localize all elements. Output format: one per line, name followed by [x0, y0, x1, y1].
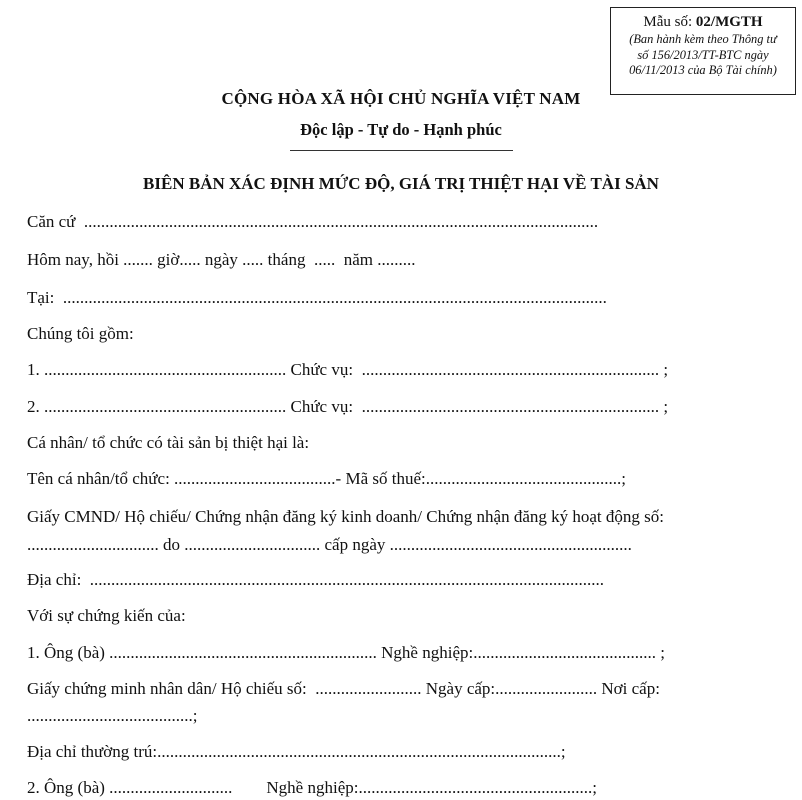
document-title: BIÊN BẢN XÁC ĐỊNH MỨC ĐỘ, GIÁ TRỊ THIỆT HẠI VỀ TÀI SẢN — [143, 174, 659, 193]
line-witness-1-address: Địa chỉ thường trú:...............................................................................................; — [27, 742, 566, 761]
line-id-issued: ............................... do ................................ cấp ngày ......................................................... — [27, 535, 632, 554]
form-note-3: 06/11/2013 của Bộ Tài chính) — [629, 63, 777, 77]
form-note-2: số 156/2013/TT-BTC ngày — [637, 47, 769, 62]
form-code-value: 02/MGTH — [695, 14, 763, 30]
line-owner-heading: Cá nhân/ tổ chức có tài sản bị thiệt hại là: — [27, 433, 310, 452]
line-witness-1: 1. Ông (bà) ............................................................... Nghề nghiệp:........................................... ; — [27, 643, 665, 662]
line-location: Tại: ................................................................................................................................ — [27, 288, 607, 307]
line-witness-2: 2. Ông (bà) ............................. Nghề nghiệp:.......................................................; — [27, 778, 597, 797]
line-basis: Căn cứ ......................................................................................................................... — [27, 212, 599, 231]
line-owner-name-tax: Tên cá nhân/tổ chức: ......................................- Mã số thuế:..............................................; — [27, 469, 626, 488]
national-title: CỘNG HÒA XÃ HỘI CHỦ NGHĨA VIỆT NAM — [221, 89, 581, 108]
line-date-time: Hôm nay, hồi ....... giờ..... ngày ..... tháng ..... năm ......... — [27, 250, 416, 269]
line-participant-2: 2. ......................................................... Chức vụ: ...................................................................... ; — [27, 397, 669, 416]
form-code — [611, 14, 795, 31]
form-number-box — [610, 7, 796, 95]
national-motto: Độc lập - Tự do - Hạnh phúc — [300, 120, 502, 139]
motto-underline — [290, 150, 513, 151]
line-witness-1-id-cont: .......................................; — [27, 706, 198, 725]
form-code-prefix: Mẫu số: — [643, 14, 696, 30]
line-witness-heading: Với sự chứng kiến của: — [27, 606, 186, 625]
form-note-1: (Ban hành kèm theo Thông tư — [629, 32, 777, 46]
line-participant-1: 1. ......................................................... Chức vụ: ...................................................................... ; — [27, 360, 669, 379]
line-witness-1-id: Giấy chứng minh nhân dân/ Hộ chiếu số: ......................... Ngày cấp:........................ Nơi cấp: — [27, 679, 660, 698]
line-id-documents: Giấy CMND/ Hộ chiếu/ Chứng nhận đăng ký kinh doanh/ Chứng nhận đăng ký hoạt động số: — [27, 507, 664, 526]
line-address: Địa chỉ: ......................................................................................................................... — [27, 570, 605, 589]
line-participants-heading: Chúng tôi gồm: — [27, 324, 134, 343]
